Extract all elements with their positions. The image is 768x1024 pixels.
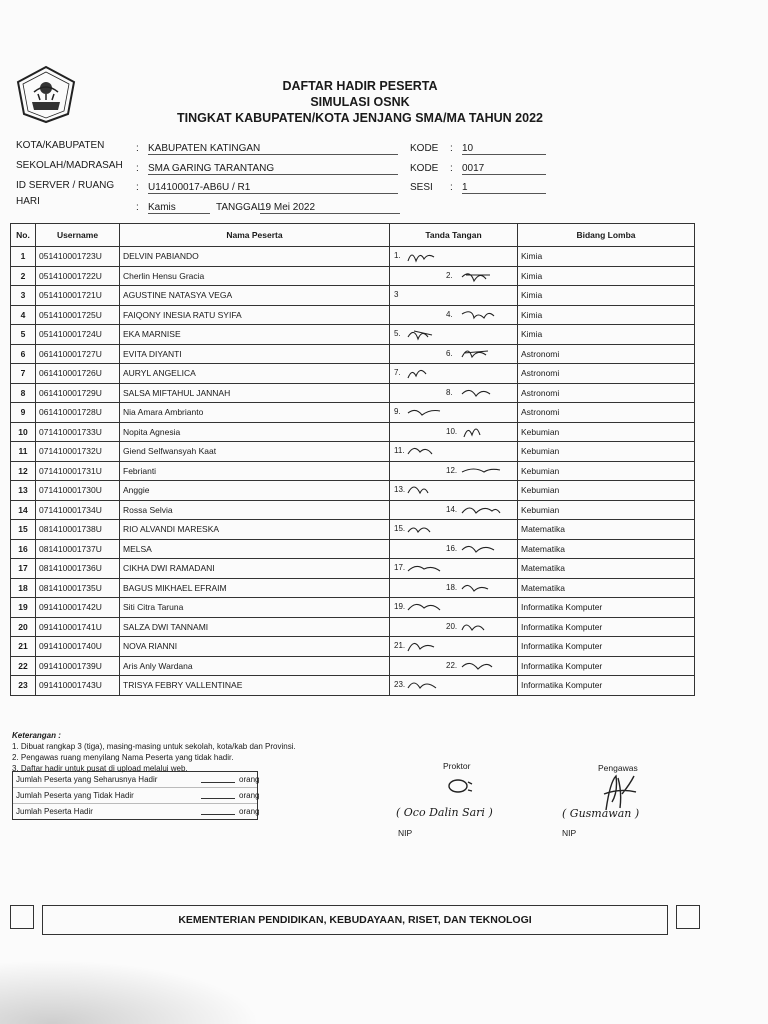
row-signature[interactable] xyxy=(390,364,518,384)
handwritten-signature xyxy=(406,403,450,421)
signature-number: 15. xyxy=(394,524,406,533)
col-header-bidang: Bidang Lomba xyxy=(518,224,695,247)
signature-number: 3 xyxy=(394,290,399,299)
row-number: 3 xyxy=(11,286,36,306)
row-username: 051410001723U xyxy=(36,247,120,267)
row-username: 071410001730U xyxy=(36,481,120,501)
title-line-3: TINGKAT KABUPATEN/KOTA JENJANG SMA/MA TAHUN 2022 xyxy=(177,111,543,125)
hari-value: Kamis xyxy=(148,202,210,214)
notes-heading: Keterangan : xyxy=(12,731,61,740)
row-bidang: Kimia xyxy=(518,286,695,306)
row-participant-name: Aris Anly Wardana xyxy=(120,656,390,676)
row-signature[interactable] xyxy=(390,676,518,696)
row-bidang: Kebumian xyxy=(518,461,695,481)
handwritten-signature xyxy=(460,462,504,480)
table-row xyxy=(11,461,695,481)
row-number: 10 xyxy=(11,422,36,442)
pengawas-name: ( Gusmawan ) xyxy=(562,807,640,820)
row-participant-name: Anggie xyxy=(120,481,390,501)
row-number: 19 xyxy=(11,598,36,618)
row-participant-name: Nopita Agnesia xyxy=(120,422,390,442)
sesi-value: 1 xyxy=(462,182,546,194)
row-participant-name: CIKHA DWI RAMADANI xyxy=(120,559,390,579)
row-bidang: Astronomi xyxy=(518,403,695,423)
handwritten-signature xyxy=(406,442,450,460)
row-bidang: Kebumian xyxy=(518,500,695,520)
table-row xyxy=(11,305,695,325)
row-username: 081410001736U xyxy=(36,559,120,579)
row-number: 1 xyxy=(11,247,36,267)
note-item: 2. Pengawas ruang menyilang Nama Peserta yang tidak hadir. xyxy=(12,753,234,762)
summary-blank[interactable] xyxy=(201,814,235,815)
signature-number: 14. xyxy=(446,504,458,514)
row-bidang: Informatika Komputer xyxy=(518,637,695,657)
table-row xyxy=(11,578,695,598)
server-label: ID SERVER / RUANG xyxy=(16,180,115,191)
row-number: 12 xyxy=(11,461,36,481)
row-participant-name: BAGUS MIKHAEL EFRAIM xyxy=(120,578,390,598)
row-signature[interactable] xyxy=(390,520,518,540)
row-signature[interactable] xyxy=(390,325,518,345)
row-number: 16 xyxy=(11,539,36,559)
pengawas-label: Pengawas xyxy=(598,763,638,773)
row-participant-name: MELSA xyxy=(120,539,390,559)
row-bidang: Kimia xyxy=(518,305,695,325)
title-line-1: DAFTAR HADIR PESERTA xyxy=(282,79,438,93)
handwritten-signature xyxy=(406,676,450,694)
table-row xyxy=(11,422,695,442)
signature-number: 7. xyxy=(394,368,401,377)
row-signature[interactable] xyxy=(390,286,518,306)
row-username: 061410001728U xyxy=(36,403,120,423)
signature-number: 1. xyxy=(394,251,401,260)
kode1-value: 10 xyxy=(462,143,546,155)
row-number: 8 xyxy=(11,383,36,403)
proktor-nip-label: NIP xyxy=(398,828,413,838)
table-row xyxy=(11,500,695,520)
table-row xyxy=(11,617,695,637)
table-row xyxy=(11,266,695,286)
tanggal-value: 19 Mei 2022 xyxy=(260,202,400,214)
row-participant-name: FAIQONY INESIA RATU SYIFA xyxy=(120,305,390,325)
row-number: 7 xyxy=(11,364,36,384)
row-bidang: Matematika xyxy=(518,578,695,598)
notes xyxy=(12,730,296,774)
table-row xyxy=(11,481,695,501)
row-participant-name: Rossa Selvia xyxy=(120,500,390,520)
table-row xyxy=(11,403,695,423)
row-participant-name: Siti Citra Taruna xyxy=(120,598,390,618)
row-username: 051410001725U xyxy=(36,305,120,325)
row-bidang: Astronomi xyxy=(518,383,695,403)
proktor-name: ( Oco Dalin Sari ) xyxy=(396,806,493,819)
row-bidang: Kimia xyxy=(518,325,695,345)
sesi-label: SESI xyxy=(410,182,433,193)
handwritten-signature xyxy=(406,247,450,265)
table-row xyxy=(11,364,695,384)
handwritten-signature xyxy=(406,559,450,577)
signature-number: 5. xyxy=(394,329,401,338)
table-row xyxy=(11,442,695,462)
row-bidang: Kebumian xyxy=(518,422,695,442)
row-signature[interactable] xyxy=(390,578,518,598)
signature-number: 4. xyxy=(446,309,453,319)
table-body xyxy=(11,247,695,696)
row-signature[interactable] xyxy=(390,637,518,657)
row-participant-name: AURYL ANGELICA xyxy=(120,364,390,384)
signature-number: 17. xyxy=(394,563,406,572)
row-bidang: Informatika Komputer xyxy=(518,676,695,696)
handwritten-signature xyxy=(460,657,504,675)
handwritten-signature xyxy=(406,637,450,655)
row-signature[interactable] xyxy=(390,500,518,520)
row-bidang: Astronomi xyxy=(518,364,695,384)
row-username: 061410001727U xyxy=(36,344,120,364)
summary-label: Jumlah Peserta yang Tidak Hadir xyxy=(16,791,134,800)
kota-label: KOTA/KABUPATEN xyxy=(16,140,105,151)
row-signature[interactable] xyxy=(390,442,518,462)
table-row xyxy=(11,637,695,657)
row-number: 4 xyxy=(11,305,36,325)
handwritten-signature xyxy=(460,384,504,402)
handwritten-signature xyxy=(460,345,504,363)
row-participant-name: Cherlin Hensu Gracia xyxy=(120,266,390,286)
row-participant-name: Febrianti xyxy=(120,461,390,481)
row-participant-name: SALZA DWI TANNAMI xyxy=(120,617,390,637)
summary-box xyxy=(12,771,258,820)
table-row xyxy=(11,344,695,364)
row-bidang: Kimia xyxy=(518,247,695,267)
row-username: 091410001740U xyxy=(36,637,120,657)
table-row xyxy=(11,520,695,540)
row-signature[interactable] xyxy=(390,266,518,286)
row-signature[interactable] xyxy=(390,422,518,442)
signature-number: 13. xyxy=(394,485,406,494)
document-title xyxy=(150,78,570,126)
row-bidang: Matematika xyxy=(518,559,695,579)
title-line-2: SIMULASI OSNK xyxy=(310,95,410,109)
row-username: 091410001743U xyxy=(36,676,120,696)
sekolah-value: SMA GARING TARANTANG xyxy=(148,163,398,175)
handwritten-signature xyxy=(406,520,450,538)
row-number: 23 xyxy=(11,676,36,696)
table-row xyxy=(11,598,695,618)
row-bidang: Matematika xyxy=(518,539,695,559)
row-number: 21 xyxy=(11,637,36,657)
handwritten-signature xyxy=(460,579,504,597)
row-participant-name: SALSA MIFTAHUL JANNAH xyxy=(120,383,390,403)
attendance-table xyxy=(10,223,695,696)
pengawas-nip-label: NIP xyxy=(562,828,577,838)
tut-wuri-handayani-logo xyxy=(14,64,78,124)
kode2-value: 0017 xyxy=(462,163,546,175)
row-number: 6 xyxy=(11,344,36,364)
row-participant-name: EKA MARNISE xyxy=(120,325,390,345)
row-participant-name: Nia Amara Ambrianto xyxy=(120,403,390,423)
table-header-row xyxy=(11,224,695,247)
row-signature[interactable] xyxy=(390,539,518,559)
footer-ministry: KEMENTERIAN PENDIDIKAN, KEBUDAYAAN, RISET, DAN TEKNOLOGI xyxy=(42,905,668,935)
row-number: 13 xyxy=(11,481,36,501)
row-bidang: Kebumian xyxy=(518,442,695,462)
table-row xyxy=(11,539,695,559)
summary-unit: orang xyxy=(239,775,260,784)
kode1-label: KODE xyxy=(410,143,439,154)
handwritten-signature xyxy=(460,423,504,441)
table-row xyxy=(11,325,695,345)
signature-number: 21. xyxy=(394,641,406,650)
footer-left-box xyxy=(10,905,34,929)
row-number: 9 xyxy=(11,403,36,423)
signature-number: 6. xyxy=(446,348,453,358)
signature-number: 18. xyxy=(446,582,458,592)
row-participant-name: TRISYA FEBRY VALLENTINAE xyxy=(120,676,390,696)
row-participant-name: NOVA RIANNI xyxy=(120,637,390,657)
row-bidang: Informatika Komputer xyxy=(518,598,695,618)
proktor-label: Proktor xyxy=(443,761,471,771)
handwritten-signature xyxy=(406,481,450,499)
handwritten-signature xyxy=(406,598,450,616)
table-row xyxy=(11,559,695,579)
row-bidang: Matematika xyxy=(518,520,695,540)
handwritten-signature xyxy=(406,364,450,382)
row-username: 081410001735U xyxy=(36,578,120,598)
row-number: 15 xyxy=(11,520,36,540)
summary-unit: orang xyxy=(239,807,260,816)
handwritten-signature xyxy=(460,501,504,519)
summary-label: Jumlah Peserta Hadir xyxy=(16,807,93,816)
row-username: 071410001733U xyxy=(36,422,120,442)
sekolah-label: SEKOLAH/MADRASAH xyxy=(16,160,123,171)
row-username: 061410001726U xyxy=(36,364,120,384)
handwritten-signature xyxy=(460,540,504,558)
server-value: U14100017-AB6U / R1 xyxy=(148,182,398,194)
row-participant-name: AGUSTINE NATASYA VEGA xyxy=(120,286,390,306)
row-username: 071410001731U xyxy=(36,461,120,481)
row-signature[interactable] xyxy=(390,617,518,637)
row-username: 051410001722U xyxy=(36,266,120,286)
row-participant-name: RIO ALVANDI MARESKA xyxy=(120,520,390,540)
row-username: 091410001739U xyxy=(36,656,120,676)
row-username: 091410001742U xyxy=(36,598,120,618)
row-username: 071410001734U xyxy=(36,500,120,520)
handwritten-signature xyxy=(406,325,450,343)
signature-number: 2. xyxy=(446,270,453,280)
row-bidang: Informatika Komputer xyxy=(518,617,695,637)
row-username: 081410001738U xyxy=(36,520,120,540)
photo-shadow xyxy=(0,960,260,1024)
row-number: 11 xyxy=(11,442,36,462)
signature-number: 16. xyxy=(446,543,458,553)
row-participant-name: DELVIN PABIANDO xyxy=(120,247,390,267)
row-signature[interactable] xyxy=(390,598,518,618)
signature-number: 19. xyxy=(394,602,406,611)
summary-blank[interactable] xyxy=(201,798,235,799)
signature-number: 10. xyxy=(446,426,458,436)
footer-right-box xyxy=(676,905,700,929)
row-username: 091410001741U xyxy=(36,617,120,637)
pengawas-signature xyxy=(596,772,644,812)
row-username: 081410001737U xyxy=(36,539,120,559)
row-number: 17 xyxy=(11,559,36,579)
handwritten-signature xyxy=(460,306,504,324)
row-bidang: Informatika Komputer xyxy=(518,656,695,676)
summary-row xyxy=(13,772,260,788)
col-header-name: Nama Peserta xyxy=(120,224,390,247)
summary-row xyxy=(13,804,260,819)
row-username: 051410001724U xyxy=(36,325,120,345)
summary-row xyxy=(13,788,260,804)
row-participant-name: EVITA DIYANTI xyxy=(120,344,390,364)
table-row xyxy=(11,676,695,696)
row-number: 18 xyxy=(11,578,36,598)
summary-blank[interactable] xyxy=(201,782,235,783)
note-item: 1. Dibuat rangkap 3 (tiga), masing-masing untuk sekolah, kota/kab dan Provinsi. xyxy=(12,742,296,751)
row-username: 071410001732U xyxy=(36,442,120,462)
row-signature[interactable] xyxy=(390,559,518,579)
handwritten-signature xyxy=(460,267,504,285)
signature-number: 22. xyxy=(446,660,458,670)
row-number: 14 xyxy=(11,500,36,520)
row-signature[interactable] xyxy=(390,481,518,501)
proktor-signature xyxy=(446,776,496,800)
row-number: 22 xyxy=(11,656,36,676)
col-header-signature: Tanda Tangan xyxy=(390,224,518,247)
col-header-username: Username xyxy=(36,224,120,247)
table-row xyxy=(11,656,695,676)
signature-number: 23. xyxy=(394,680,406,689)
summary-unit: orang xyxy=(239,791,260,800)
row-number: 20 xyxy=(11,617,36,637)
row-bidang: Kimia xyxy=(518,266,695,286)
row-signature[interactable] xyxy=(390,344,518,364)
row-username: 061410001729U xyxy=(36,383,120,403)
tanggal-label: TANGGAL : xyxy=(216,202,269,213)
row-signature[interactable] xyxy=(390,656,518,676)
handwritten-signature xyxy=(460,618,504,636)
note-item: 3. Daftar hadir untuk pusat di upload melalui web. xyxy=(12,764,188,773)
signature-number: 20. xyxy=(446,621,458,631)
row-number: 5 xyxy=(11,325,36,345)
row-signature[interactable] xyxy=(390,305,518,325)
row-bidang: Astronomi xyxy=(518,344,695,364)
row-username: 051410001721U xyxy=(36,286,120,306)
row-participant-name: Giend Selfwansyah Kaat xyxy=(120,442,390,462)
row-signature[interactable] xyxy=(390,461,518,481)
signature-number: 9. xyxy=(394,407,401,416)
summary-label: Jumlah Peserta yang Seharusnya Hadir xyxy=(16,775,158,784)
col-header-no: No. xyxy=(11,224,36,247)
row-signature[interactable] xyxy=(390,247,518,267)
row-signature[interactable] xyxy=(390,403,518,423)
table-row xyxy=(11,247,695,267)
kota-value: KABUPATEN KATINGAN xyxy=(148,143,398,155)
signature-number: 11. xyxy=(394,446,405,455)
kode2-label: KODE xyxy=(410,163,439,174)
hari-label: HARI xyxy=(16,196,40,207)
row-number: 2 xyxy=(11,266,36,286)
signature-number: 12. xyxy=(446,465,458,475)
row-bidang: Kebumian xyxy=(518,481,695,501)
row-signature[interactable] xyxy=(390,383,518,403)
signature-number: 8. xyxy=(446,387,453,397)
table-row xyxy=(11,383,695,403)
table-row xyxy=(11,286,695,306)
